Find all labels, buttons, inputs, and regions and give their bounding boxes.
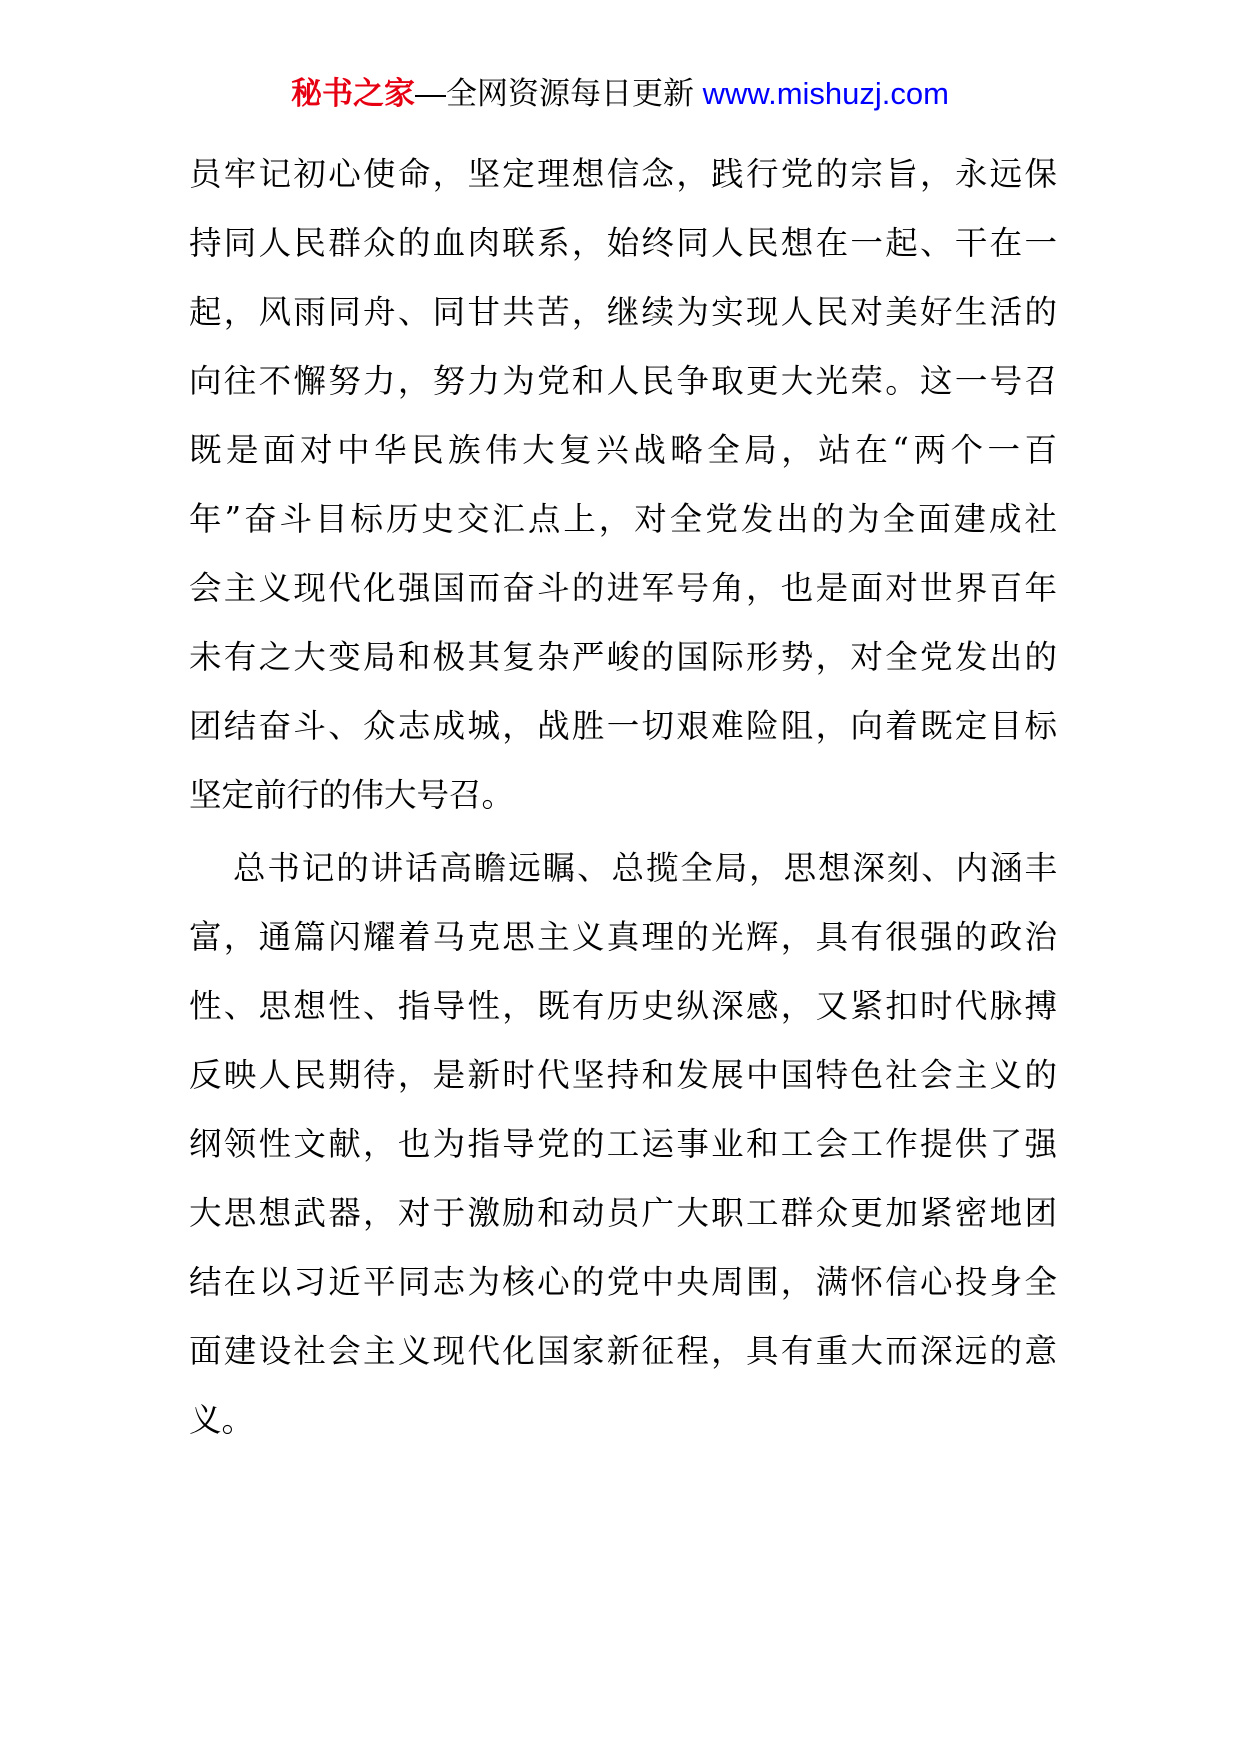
text-line: 持同人民群众的血肉联系，始终同人民想在一起、干在一 <box>189 224 1057 262</box>
document-body <box>189 140 1057 1455</box>
text-line: 团结奋斗、众志成城，战胜一切艰难险阻，向着既定目标 <box>189 707 1057 745</box>
text-line: 总书记的讲话高瞻远瞩、总揽全局，思想深刻、内涵丰 <box>233 849 1057 887</box>
text-line: 向往不懈努力，努力为党和人民争取更大光荣。这一号召 <box>189 362 1057 400</box>
text-line: 富，通篇闪耀着马克思主义真理的光辉，具有很强的政治 <box>189 918 1057 956</box>
text-line: 未有之大变局和极其复杂严峻的国际形势，对全党发出的 <box>189 638 1057 676</box>
text-line: 义。 <box>189 1401 255 1439</box>
text-line: 员牢记初心使命，坚定理想信念，践行党的宗旨，永远保 <box>189 155 1057 193</box>
text-line: 既是面对中华民族伟大复兴战略全局，站在“两个一百 <box>189 431 1057 469</box>
text-line: 大思想武器，对于激励和动员广大职工群众更加紧密地团 <box>189 1194 1057 1232</box>
paragraph-2 <box>189 834 1057 1455</box>
site-header <box>0 72 1240 116</box>
text-line: 面建设社会主义现代化国家新征程，具有重大而深远的意 <box>189 1332 1057 1370</box>
text-line: 起，风雨同舟、同甘共苦，继续为实现人民对美好生活的 <box>189 293 1057 331</box>
text-line: 坚定前行的伟大号召。 <box>189 776 515 814</box>
text-line: 性、思想性、指导性，既有历史纵深感，又紧扣时代脉搏 <box>189 987 1057 1025</box>
text-line: 会主义现代化强国而奋斗的进军号角，也是面对世界百年 <box>189 569 1057 607</box>
site-brand: 秘书之家 <box>291 76 416 111</box>
paragraph-1 <box>189 140 1057 830</box>
site-slogan: —全网资源每日更新 <box>415 76 695 111</box>
text-line: 纲领性文献，也为指导党的工运事业和工会工作提供了强 <box>189 1125 1057 1163</box>
text-line: 年”奋斗目标历史交汇点上，对全党发出的为全面建成社 <box>189 500 1057 538</box>
site-url[interactable]: www.mishuzj.com <box>702 76 949 111</box>
text-line: 反映人民期待，是新时代坚持和发展中国特色社会主义的 <box>189 1056 1057 1094</box>
text-line: 结在以习近平同志为核心的党中央周围，满怀信心投身全 <box>189 1263 1057 1301</box>
